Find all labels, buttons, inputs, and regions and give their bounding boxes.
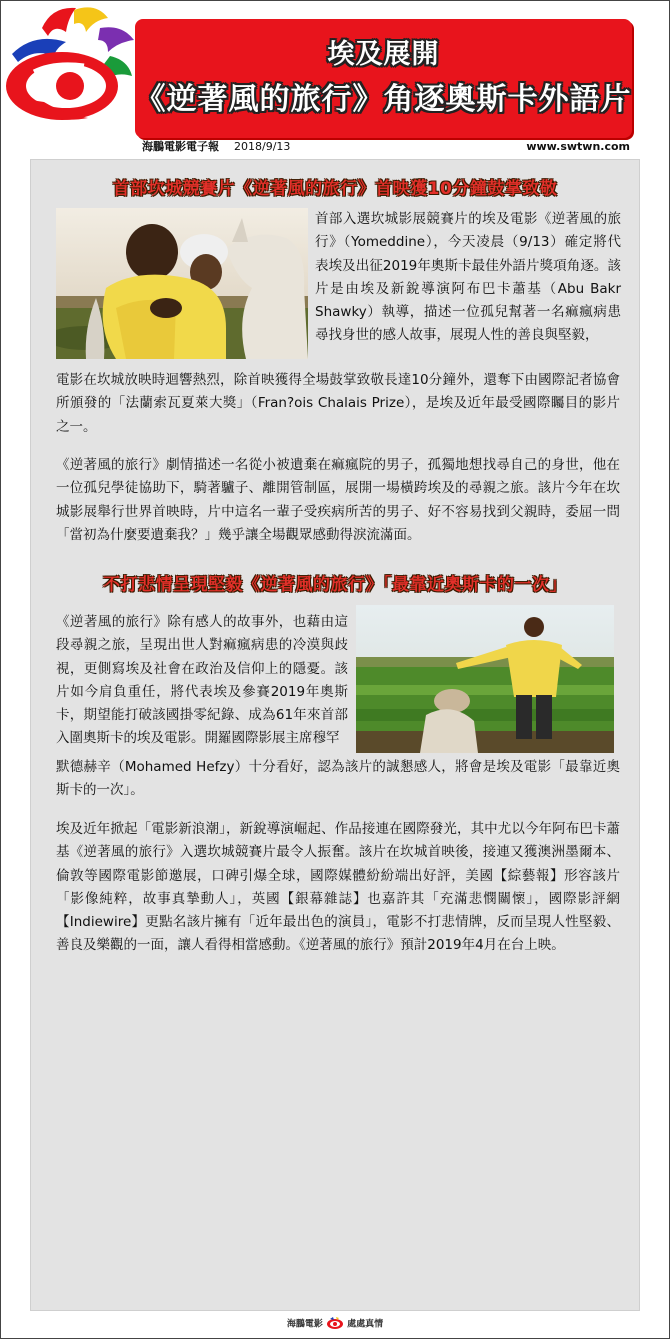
photo-boy-in-field bbox=[356, 605, 614, 753]
section-2-title: 不打悲情呈現堅毅《逆著風的旅行》「最靠近奧斯卡的一次」 bbox=[103, 575, 567, 595]
publication-date: 2018/9/13 bbox=[234, 140, 291, 153]
section-2-paragraph-1: 《逆著風的旅行》除有感人的故事外，也藉由這段尋親之旅，呈現出世人對痲瘋病患的冷漠與歧視，更側寫埃及社會在政治及信仰上的隱憂。該片如今肩負重任，將代表埃及參賽2019年奧斯卡，期望能打破該國掛零紀錄、成為61年來首部入圍奧斯卡的埃及電影。開羅國際影展主席穆罕 bbox=[56, 614, 348, 747]
title-banner bbox=[135, 19, 632, 138]
footer-slogan bbox=[0, 1316, 670, 1330]
section-1-paragraph-3: 《逆著風的旅行》劇情描述一名從小被遺棄在痲瘋院的男子，孤獨地想找尋自己的身世，他在一位孤兒學徒協助下，騎著驢子、離開管制區，展開一場橫跨埃及的尋親之旅。該片今年在坎城影展舉行世界首映時，片中這名一輩子受疾病所苦的男子、好不容易找到父親時，委屈一問「當初為什麼要遺棄我？」幾乎讓全場觀眾感動得淚流滿面。 bbox=[56, 457, 620, 543]
section-1-paragraph-2: 電影在坎城放映時迴響熱烈，除首映獲得全場鼓掌致敬長達10分鐘外，還奪下由國際記者協會所頒發的「法蘭索瓦夏萊大獎」（Fran?ois Chalais Prize），是埃及近年最受國際矚目的影片之一。 bbox=[56, 372, 620, 435]
photo-embrace-scene bbox=[56, 208, 308, 359]
section-2-paragraph-3: 埃及近年掀起「電影新浪潮」，新銳導演崛起、作品接連在國際發光，其中尤以今年阿布巴卡蕭基《逆著風的旅行》入選坎城競賽片最令人振奮。該片在坎城首映後，接連又獲澳洲墨爾本、倫敦等國際電影節邀展，口碑引爆全球，國際媒體紛紛端出好評，美國【綜藝報】形容該片「影像純粹，故事真摯動人」，英國【銀幕雜誌】也嘉許其「充滿悲憫關懷」，國際影評網【Indiewire】更點名該片擁有「近年最出色的演員」，電影不打悲情牌，反而呈現人性堅毅、善良及樂觀的一面，讓人看得相當感動。《逆著風的旅行》預計2019年4月在台上映。 bbox=[56, 821, 620, 954]
publication-name: 海鵬電影電子報 bbox=[142, 140, 219, 153]
publication-site[interactable]: www.swtwn.com bbox=[526, 140, 630, 153]
title-line-2: 《逆著風的旅行》角逐奧斯卡外語片 bbox=[135, 81, 632, 117]
publication-bar bbox=[140, 139, 630, 155]
swtwn-logo bbox=[4, 2, 136, 126]
title-line-1: 埃及展開 bbox=[327, 38, 440, 70]
footer-brand: 海鵬電影 bbox=[286, 1319, 323, 1330]
section-1-paragraph-1: 首部入選坎城影展競賽片的埃及電影《逆著風的旅行》（Yomeddine），今天凌晨（9/13）確定將代表埃及出征2019年奧斯卡最佳外語片獎項角逐。該片是由埃及新銳導演阿布巴卡蕭基（Abu Bakr Shawky）執導，描述一位孤兒幫著一名痲瘋病患尋找身世的感人故事，展現人性的善良與堅毅， bbox=[315, 211, 621, 344]
section-1-title: 首部坎城競賽片《逆著風的旅行》首映獲10分鐘鼓掌致敬 bbox=[112, 179, 558, 199]
section-2-paragraph-2: 默德赫辛（Mohamed Hefzy）十分看好，認為該片的誠懇感人，將會是埃及電影「最靠近奧斯卡的一次」。 bbox=[56, 759, 620, 799]
footer-logo-icon bbox=[326, 1316, 344, 1330]
footer-slogan-text: 處處真情 bbox=[347, 1319, 384, 1330]
